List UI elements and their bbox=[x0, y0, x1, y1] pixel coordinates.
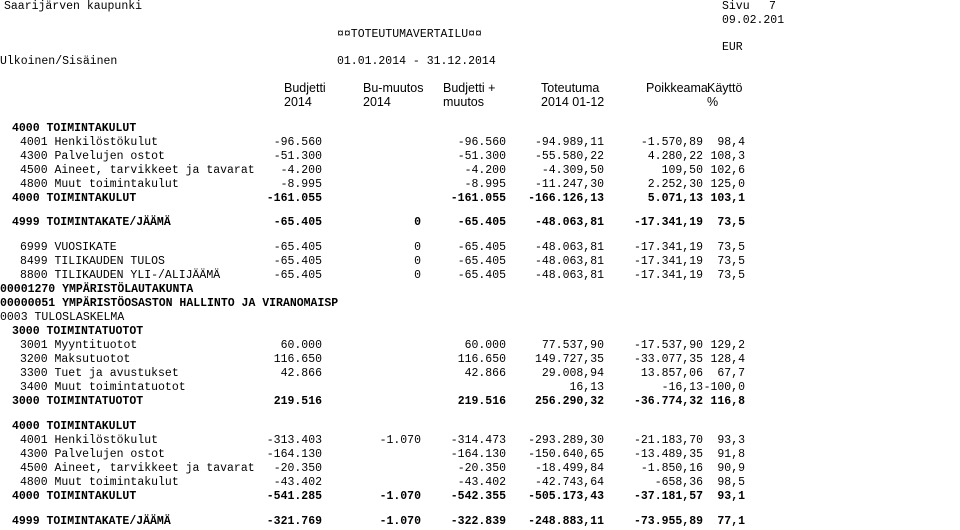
cell-usage-pct: 73,5 bbox=[717, 241, 745, 254]
currency-label: EUR bbox=[722, 41, 743, 54]
cell-budget-plus-change: -4.200 bbox=[464, 164, 506, 177]
col-actual-header: Toteutuma bbox=[541, 81, 600, 95]
cell-budget: -161.055 bbox=[266, 192, 322, 205]
cell-budget: -96.560 bbox=[273, 136, 322, 149]
row-label: 4300 Palvelujen ostot bbox=[20, 150, 165, 163]
row-label: 3300 Tuet ja avustukset bbox=[20, 367, 179, 380]
cell-actual: -18.499,84 bbox=[534, 462, 604, 475]
col-budget-change-year: 2014 bbox=[363, 95, 391, 109]
cell-budget-plus-change: -65.405 bbox=[457, 216, 506, 229]
page-number: 7 bbox=[769, 0, 776, 13]
cell-actual: -166.126,13 bbox=[528, 192, 604, 205]
cell-budget: -541.285 bbox=[266, 490, 322, 503]
cell-budget-plus-change: -314.473 bbox=[450, 434, 506, 447]
row-label: 4800 Muut toimintakulut bbox=[20, 178, 179, 191]
row-label: 4001 Henkilöstökulut bbox=[20, 136, 159, 149]
cell-budget-plus-change: -20.350 bbox=[457, 462, 506, 475]
cell-budget: -313.403 bbox=[266, 434, 322, 447]
cell-usage-pct: 103,1 bbox=[710, 192, 745, 205]
col-budget-change-header: Bu-muutos bbox=[363, 81, 424, 95]
cell-deviation: -16,13 bbox=[661, 381, 703, 394]
cell-usage-pct: 108,3 bbox=[710, 150, 745, 163]
row-label: 8800 TILIKAUDEN YLI-/ALIJÄÄMÄ bbox=[20, 269, 221, 282]
cell-budget-plus-change: -65.405 bbox=[457, 269, 506, 282]
cell-budget-change: -1.070 bbox=[379, 434, 421, 447]
row-label: 00001270 YMPÄRISTÖLAUTAKUNTA bbox=[0, 283, 194, 296]
cell-actual: -48.063,81 bbox=[534, 241, 604, 254]
cell-budget-plus-change: -8.995 bbox=[464, 178, 506, 191]
row-label: 3000 TOIMINTATUOTOT bbox=[12, 325, 144, 338]
row-label: 3001 Myyntituotot bbox=[20, 339, 138, 352]
cell-budget: 116.650 bbox=[273, 353, 322, 366]
row-label: 4000 TOIMINTAKULUT bbox=[12, 122, 137, 135]
cell-budget-plus-change: -43.402 bbox=[457, 476, 506, 489]
cell-usage-pct: 129,2 bbox=[710, 339, 745, 352]
row-label: 3400 Muut toimintatuotot bbox=[20, 381, 186, 394]
cell-budget: -321.769 bbox=[266, 515, 322, 528]
cell-budget-change: 0 bbox=[414, 269, 421, 282]
cell-actual: 16,13 bbox=[569, 381, 604, 394]
cell-usage-pct: 91,8 bbox=[717, 448, 745, 461]
cell-usage-pct: 73,5 bbox=[717, 255, 745, 268]
cell-budget: -164.130 bbox=[266, 448, 322, 461]
cell-usage-pct: -100,0 bbox=[703, 381, 745, 394]
cell-usage-pct: 98,4 bbox=[717, 136, 745, 149]
cell-budget-change: 0 bbox=[414, 255, 421, 268]
col-actual-period: 2014 01-12 bbox=[541, 95, 605, 109]
report-date: 09.02.201 bbox=[722, 14, 785, 27]
cell-budget-plus-change: -161.055 bbox=[450, 192, 506, 205]
cell-actual: 149.727,35 bbox=[534, 353, 604, 366]
cell-deviation: 4.280,22 bbox=[647, 150, 703, 163]
cell-deviation: -658,36 bbox=[654, 476, 703, 489]
cell-budget: -51.300 bbox=[273, 150, 322, 163]
row-label: 3000 TOIMINTATUOTOT bbox=[12, 395, 144, 408]
row-label: 4000 TOIMINTAKULUT bbox=[12, 490, 137, 503]
row-label: 00000051 YMPÄRISTÖOSASTON HALLINTO JA VIRANOMAISP bbox=[0, 297, 339, 310]
cell-actual: -55.580,22 bbox=[534, 150, 604, 163]
cell-actual: 256.290,32 bbox=[534, 395, 604, 408]
cell-actual: -42.743,64 bbox=[534, 476, 604, 489]
row-label: 4800 Muut toimintakulut bbox=[20, 476, 179, 489]
cell-budget-change: 0 bbox=[414, 241, 421, 254]
row-label: 4300 Palvelujen ostot bbox=[20, 448, 165, 461]
cell-deviation: -36.774,32 bbox=[633, 395, 703, 408]
cell-deviation: 5.071,13 bbox=[647, 192, 703, 205]
page-label: Sivu bbox=[722, 0, 750, 13]
cell-budget-plus-change: -322.839 bbox=[450, 515, 506, 528]
cell-deviation: -37.181,57 bbox=[633, 490, 703, 503]
cell-deviation: -73.955,89 bbox=[633, 515, 703, 528]
col-usage-header: Käyttö bbox=[707, 81, 743, 95]
cell-deviation: -1.850,16 bbox=[640, 462, 703, 475]
cell-budget-plus-change: -65.405 bbox=[457, 241, 506, 254]
cell-actual: -94.989,11 bbox=[534, 136, 604, 149]
cell-usage-pct: 93,3 bbox=[717, 434, 745, 447]
cell-budget-plus-change: -542.355 bbox=[450, 490, 506, 503]
col-budget-year: 2014 bbox=[284, 95, 312, 109]
cell-budget-plus-change: 42.866 bbox=[464, 367, 506, 380]
scope-label: Ulkoinen/Sisäinen bbox=[0, 55, 118, 68]
cell-usage-pct: 102,6 bbox=[710, 164, 745, 177]
col-usage-unit: % bbox=[707, 95, 719, 109]
cell-budget-change: 0 bbox=[414, 216, 421, 229]
cell-usage-pct: 90,9 bbox=[717, 462, 745, 475]
cell-usage-pct: 128,4 bbox=[710, 353, 745, 366]
row-label: 8499 TILIKAUDEN TULOS bbox=[20, 255, 165, 268]
cell-deviation: -13.489,35 bbox=[633, 448, 703, 461]
cell-budget-plus-change: 116.650 bbox=[457, 353, 506, 366]
cell-budget: -65.405 bbox=[273, 269, 322, 282]
cell-usage-pct: 93,1 bbox=[717, 490, 745, 503]
cell-budget: -43.402 bbox=[273, 476, 322, 489]
cell-usage-pct: 67,7 bbox=[717, 367, 745, 380]
cell-deviation: 13.857,06 bbox=[640, 367, 703, 380]
cell-budget: -8.995 bbox=[280, 178, 322, 191]
cell-budget: -65.405 bbox=[273, 255, 322, 268]
row-label: 4999 TOIMINTAKATE/JÄÄMÄ bbox=[12, 216, 171, 229]
organization-name: Saarijärven kaupunki bbox=[4, 0, 143, 13]
cell-actual: -505.173,43 bbox=[528, 490, 604, 503]
cell-budget: 42.866 bbox=[280, 367, 322, 380]
cell-actual: -11.247,30 bbox=[534, 178, 604, 191]
cell-actual: -4.309,50 bbox=[541, 164, 604, 177]
row-label: 4500 Aineet, tarvikkeet ja tavarat bbox=[20, 164, 255, 177]
cell-budget: -65.405 bbox=[273, 216, 322, 229]
cell-actual: -248.883,11 bbox=[528, 515, 604, 528]
cell-usage-pct: 98,5 bbox=[717, 476, 745, 489]
cell-deviation: -17.341,19 bbox=[633, 269, 703, 282]
cell-usage-pct: 116,8 bbox=[710, 395, 745, 408]
cell-budget: 219.516 bbox=[273, 395, 322, 408]
cell-deviation: -17.537,90 bbox=[633, 339, 703, 352]
cell-deviation: -17.341,19 bbox=[633, 216, 703, 229]
cell-budget: -65.405 bbox=[273, 241, 322, 254]
cell-budget-change: -1.070 bbox=[379, 490, 421, 503]
cell-budget: 60.000 bbox=[280, 339, 322, 352]
col-budget-plus-header: Budjetti + bbox=[443, 81, 496, 95]
period-label: 01.01.2014 - 31.12.2014 bbox=[337, 55, 496, 68]
cell-budget-plus-change: 219.516 bbox=[457, 395, 506, 408]
row-label: 6999 VUOSIKATE bbox=[20, 241, 117, 254]
cell-actual: -48.063,81 bbox=[534, 216, 604, 229]
cell-actual: 77.537,90 bbox=[541, 339, 604, 352]
row-label: 4000 TOIMINTAKULUT bbox=[12, 420, 137, 433]
cell-deviation: 2.252,30 bbox=[647, 178, 703, 191]
cell-usage-pct: 77,1 bbox=[717, 515, 745, 528]
cell-budget: -4.200 bbox=[280, 164, 322, 177]
row-label: 4999 TOIMINTAKATE/JÄÄMÄ bbox=[12, 515, 171, 528]
cell-usage-pct: 73,5 bbox=[717, 216, 745, 229]
col-budget-header: Budjetti bbox=[284, 81, 326, 95]
cell-deviation: 109,50 bbox=[661, 164, 703, 177]
cell-actual: 29.008,94 bbox=[541, 367, 604, 380]
cell-deviation: -33.077,35 bbox=[633, 353, 703, 366]
row-label: 0003 TULOSLASKELMA bbox=[0, 311, 125, 324]
cell-budget-plus-change: -164.130 bbox=[450, 448, 506, 461]
col-deviation-header: Poikkeama bbox=[646, 81, 708, 95]
cell-budget-plus-change: -96.560 bbox=[457, 136, 506, 149]
cell-actual: -293.289,30 bbox=[528, 434, 604, 447]
row-label: 3200 Maksutuotot bbox=[20, 353, 131, 366]
cell-budget-change: -1.070 bbox=[379, 515, 421, 528]
cell-actual: -150.640,65 bbox=[528, 448, 604, 461]
cell-budget: -20.350 bbox=[273, 462, 322, 475]
report-title: ¤¤TOTEUTUMAVERTAILU¤¤ bbox=[337, 28, 482, 41]
cell-actual: -48.063,81 bbox=[534, 269, 604, 282]
col-budget-plus-sub: muutos bbox=[443, 95, 484, 109]
row-label: 4001 Henkilöstökulut bbox=[20, 434, 159, 447]
cell-budget-plus-change: -65.405 bbox=[457, 255, 506, 268]
row-label: 4500 Aineet, tarvikkeet ja tavarat bbox=[20, 462, 255, 475]
cell-deviation: -21.183,70 bbox=[633, 434, 703, 447]
cell-deviation: -17.341,19 bbox=[633, 241, 703, 254]
cell-budget-plus-change: -51.300 bbox=[457, 150, 506, 163]
cell-usage-pct: 125,0 bbox=[710, 178, 745, 191]
row-label: 4000 TOIMINTAKULUT bbox=[12, 192, 137, 205]
cell-usage-pct: 73,5 bbox=[717, 269, 745, 282]
cell-budget-plus-change: 60.000 bbox=[464, 339, 506, 352]
cell-deviation: -1.570,89 bbox=[640, 136, 703, 149]
cell-actual: -48.063,81 bbox=[534, 255, 604, 268]
cell-deviation: -17.341,19 bbox=[633, 255, 703, 268]
